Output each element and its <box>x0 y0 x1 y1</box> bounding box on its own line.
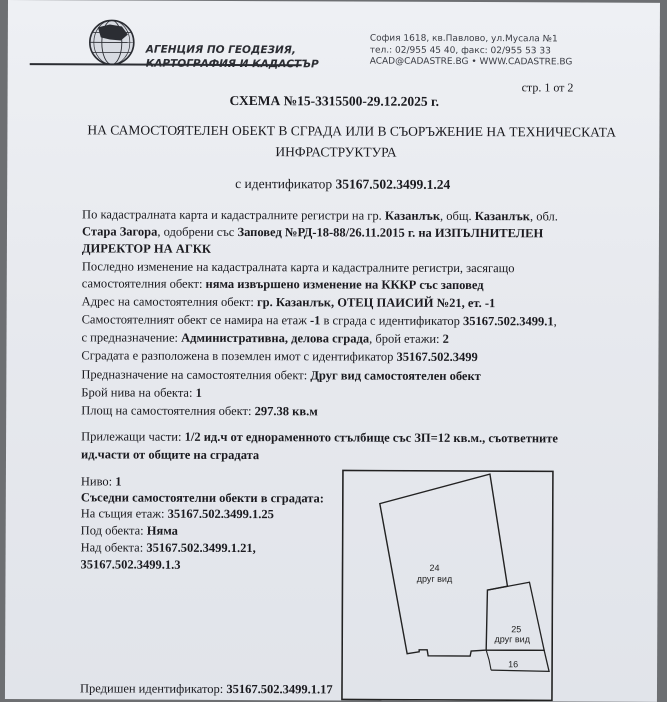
agency-address: София 1618, кв.Павлово, ул.Мусала №1 <box>370 34 573 46</box>
previous-identifier: Предишен идентификатор: 35167.502.3499.1.17 <box>80 680 333 697</box>
neighbors-below: Под обекта: Няма <box>81 522 178 538</box>
unit-25-type: друг вид <box>494 634 530 644</box>
paragraph-purpose: с предназначение: Административна, делова сграда, брой етажи: 2 <box>81 329 448 347</box>
paragraph-area: Площ на самостоятелния обект: 297.38 кв.м <box>81 402 318 419</box>
agency-contact <box>370 34 573 69</box>
paragraph-director: ДИРЕКТОР НА АГКК <box>82 240 211 257</box>
agency-globe-logo <box>88 18 136 66</box>
paragraph-adjacent-parts-cont: ид.части от общите на сградата <box>81 446 259 463</box>
unit-24-number: 24 <box>429 563 439 573</box>
paragraph-last-change: Последно изменение на кадастралната карта и кадастралните регистри, засягащо <box>82 258 515 276</box>
document-subtitle-line2: ИНФРАСТРУКТУРА <box>275 144 396 161</box>
agency-name-line1: АГЕНЦИЯ ПО ГЕОДЕЗИЯ, <box>146 43 319 58</box>
agency-email-web: ACAD@CADASTRE.BG • WWW.CADASTRE.BG <box>370 57 573 69</box>
paragraph-last-change-value: самостоятелния обект: няма извършено изменение на КККР със заповед <box>82 275 484 293</box>
unit-16-number: 16 <box>508 659 518 669</box>
paragraph-address: Адрес на самостоятелния обект: гр. Казанлък, ОТЕЦ ПАИСИЙ №21, ет. -1 <box>82 293 496 311</box>
paragraph-approved-by: Стара Загора, одобрени със Заповед №РД-18-88/26.11.2015 г. на ИЗПЪЛНИТЕЛЕН <box>82 223 543 241</box>
neighbors-same-floor: На същия етаж: 35167.502.3499.1.25 <box>81 505 274 522</box>
paragraph-object-purpose: Предназначение на самостоятелния обект: Друг вид самостоятелен обект <box>81 366 481 384</box>
page-number: стр. 1 от 2 <box>522 80 574 95</box>
unit-25-number: 25 <box>511 624 521 634</box>
document-title: СХЕМА №15-3315500-29.12.2025 г. <box>230 93 440 110</box>
paragraph-levels: Брой нива на обекта: 1 <box>81 384 202 401</box>
paragraph-adjacent-parts: Прилежащи части: 1/2 ид.ч от еднораменното стълбище със ЗП=12 кв.м., съответните <box>81 428 558 446</box>
paragraph-land-parcel: Сградата е разположена в поземлен имот с идентификатор 35167.502.3499 <box>81 347 477 365</box>
neighbors-heading: Съседни самостоятелни обекти в сградата: <box>81 489 324 506</box>
level-line: Ниво: 1 <box>81 473 122 489</box>
agency-name <box>146 43 319 72</box>
paragraph-cadastral-map: По кадастралната карта и кадастралните регистри на гр. Казанлък, общ. Казанлък, обл. <box>82 206 558 224</box>
neighbors-above: Над обекта: 35167.502.3499.1.21, <box>81 539 256 556</box>
object-identifier <box>235 176 450 193</box>
paragraph-floor: Самостоятелният обект се намира на етаж -1 в сграда с идентификатор 35167.502.3499.1, <box>82 311 557 329</box>
document-subtitle-line1: НА САМОСТОЯТЕЛЕН ОБЕКТ В СГРАДА ИЛИ В СЪОРЪЖЕНИЕ НА ТЕХНИЧЕСКАТА <box>87 122 616 140</box>
identifier-label: с идентификатор <box>235 176 332 191</box>
agency-phone-fax: тел.: 02/955 45 40, факс: 02/955 53 33 <box>370 45 573 57</box>
neighbors-above-cont: 35167.502.3499.1.3 <box>81 556 181 572</box>
identifier-value: 35167.502.3499.1.24 <box>336 176 451 192</box>
agency-name-line2: КАРТОГРАФИЯ И КАДАСТЪР <box>146 57 319 72</box>
document-sheet <box>5 0 660 702</box>
floor-plan-sketch <box>341 469 554 701</box>
unit-24-type: друг вид <box>417 574 453 584</box>
